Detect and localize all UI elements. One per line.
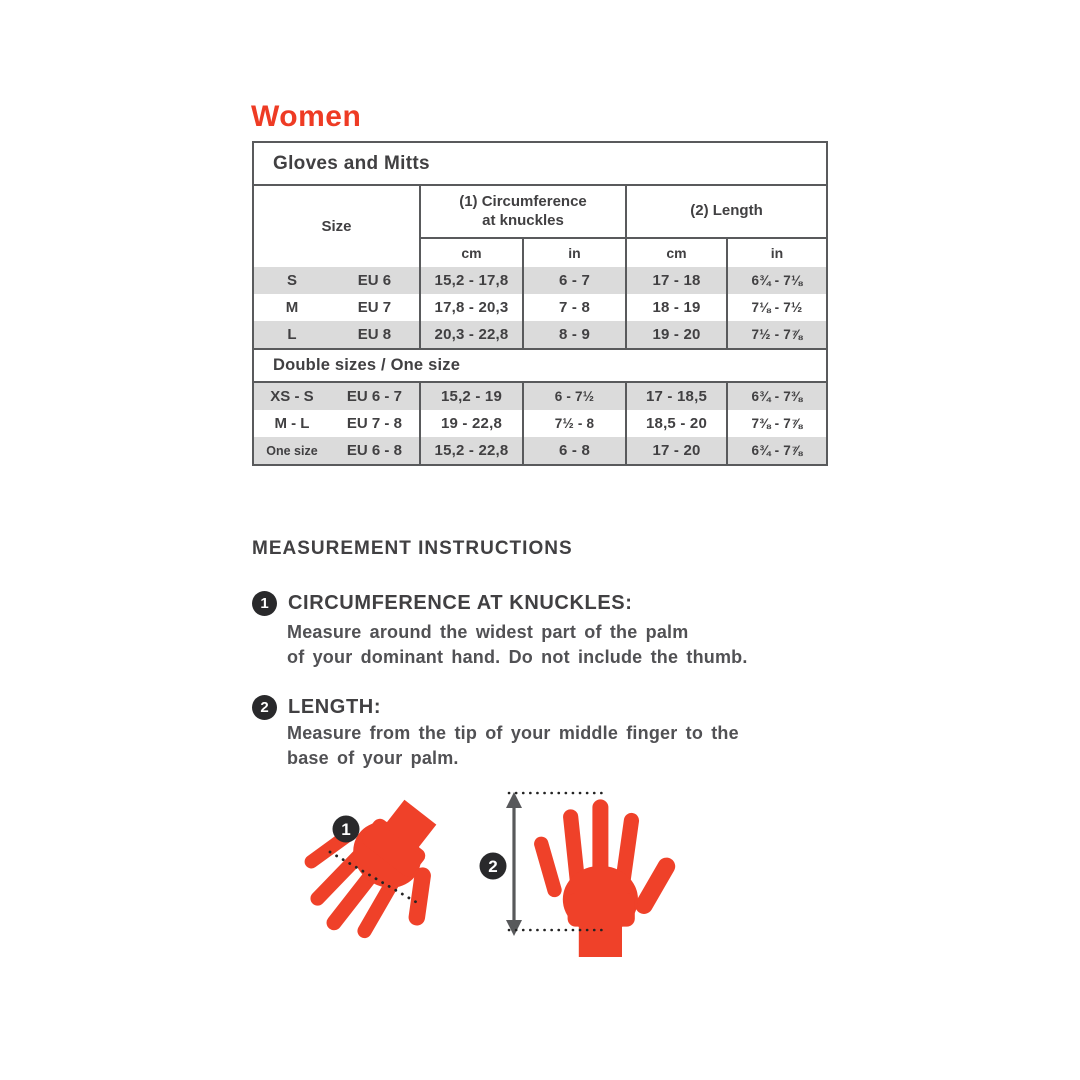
table-row-s bbox=[254, 267, 826, 294]
circ-cm-cell: 20,3 - 22,8 bbox=[419, 321, 522, 348]
instruction-item-1-line-1: Measure around the widest part of the palm bbox=[287, 622, 689, 642]
circ-in-cell: 6 - 7 bbox=[522, 267, 625, 294]
len-cm-cell: 17 - 18 bbox=[625, 267, 726, 294]
len-in-cell: 6¾ - 7⅜ bbox=[726, 383, 826, 410]
page-title: Women bbox=[251, 100, 362, 133]
len-cm-cell: 18 - 19 bbox=[625, 294, 726, 321]
instructions-heading: MEASUREMENT INSTRUCTIONS bbox=[252, 538, 573, 559]
circ-cm-cell: 15,2 - 17,8 bbox=[419, 267, 522, 294]
len-in-cell: 6¾ - 7⅛ bbox=[726, 267, 826, 294]
size-cell: S EU 6 bbox=[286, 272, 392, 289]
size-cell: One size EU 6 - 8 bbox=[266, 442, 402, 459]
hand-length-illustration bbox=[506, 792, 678, 957]
instruction-item-2-line-2: base of your palm. bbox=[287, 748, 459, 768]
circ-in-cell: 7½ - 8 bbox=[522, 410, 625, 437]
circ-cm-cell: 19 - 22,8 bbox=[419, 410, 522, 437]
length-measure-arrow bbox=[506, 792, 522, 936]
len-cm-cell: 17 - 20 bbox=[625, 437, 726, 464]
size-cell: L EU 8 bbox=[287, 326, 392, 343]
column-header-length: (2) Length bbox=[625, 186, 826, 239]
instruction-item-2-title: LENGTH: bbox=[288, 696, 382, 718]
circ-in-cell: 6 - 8 bbox=[522, 437, 625, 464]
circ-cm-cell: 15,2 - 19 bbox=[419, 383, 522, 410]
circ-in-cell: 7 - 8 bbox=[522, 294, 625, 321]
double-sizes-header: Double sizes / One size bbox=[254, 348, 826, 383]
instruction-item-1-line-2: of your dominant hand. Do not include the thumb. bbox=[287, 647, 748, 667]
table-row-one-size bbox=[254, 437, 826, 464]
len-cm-cell: 18,5 - 20 bbox=[625, 410, 726, 437]
len-in-cell: 7⅜ - 7⅞ bbox=[726, 410, 826, 437]
unit-header-circ-cm: cm bbox=[419, 239, 522, 267]
circ-in-cell: 8 - 9 bbox=[522, 321, 625, 348]
table-header bbox=[254, 186, 826, 267]
hand-circumference-illustration bbox=[290, 780, 478, 974]
unit-header-len-in: in bbox=[726, 239, 826, 267]
measurement-diagram bbox=[290, 780, 700, 985]
len-in-cell: 7½ - 7⅞ bbox=[726, 321, 826, 348]
column-header-size: Size bbox=[321, 218, 352, 235]
instruction-item-2-line-1: Measure from the tip of your middle finger to the bbox=[287, 723, 739, 743]
size-cell: XS - S EU 6 - 7 bbox=[270, 388, 402, 405]
circ-cm-cell: 15,2 - 22,8 bbox=[419, 437, 522, 464]
table-title: Gloves and Mitts bbox=[254, 143, 826, 186]
size-cell: M - L EU 7 - 8 bbox=[274, 415, 402, 432]
circ-in-cell: 6 - 7½ bbox=[522, 383, 625, 410]
diagram-step-1-badge bbox=[333, 816, 360, 843]
diagram-step-2-badge bbox=[480, 853, 507, 880]
instruction-item-2-header bbox=[252, 695, 381, 720]
table-row-l bbox=[254, 321, 826, 348]
table-row-xs-s bbox=[254, 383, 826, 410]
circ-cm-cell: 17,8 - 20,3 bbox=[419, 294, 522, 321]
instruction-item-1-header bbox=[252, 591, 632, 616]
len-cm-cell: 19 - 20 bbox=[625, 321, 726, 348]
svg-text:1: 1 bbox=[341, 820, 351, 839]
len-in-cell: 6¾ - 7⅞ bbox=[726, 437, 826, 464]
step-2-badge: 2 bbox=[252, 695, 277, 720]
len-cm-cell: 17 - 18,5 bbox=[625, 383, 726, 410]
svg-text:2: 2 bbox=[488, 857, 498, 876]
size-table bbox=[252, 141, 828, 466]
table-row-m bbox=[254, 294, 826, 321]
column-header-circumference: (1) Circumference at knuckles bbox=[419, 186, 625, 239]
unit-header-circ-in: in bbox=[522, 239, 625, 267]
unit-header-len-cm: cm bbox=[625, 239, 726, 267]
len-in-cell: 7⅛ - 7½ bbox=[726, 294, 826, 321]
step-1-badge: 1 bbox=[252, 591, 277, 616]
table-row-m-l bbox=[254, 410, 826, 437]
size-cell: M EU 7 bbox=[285, 299, 392, 316]
instruction-item-1-title: CIRCUMFERENCE AT KNUCKLES: bbox=[288, 592, 633, 614]
